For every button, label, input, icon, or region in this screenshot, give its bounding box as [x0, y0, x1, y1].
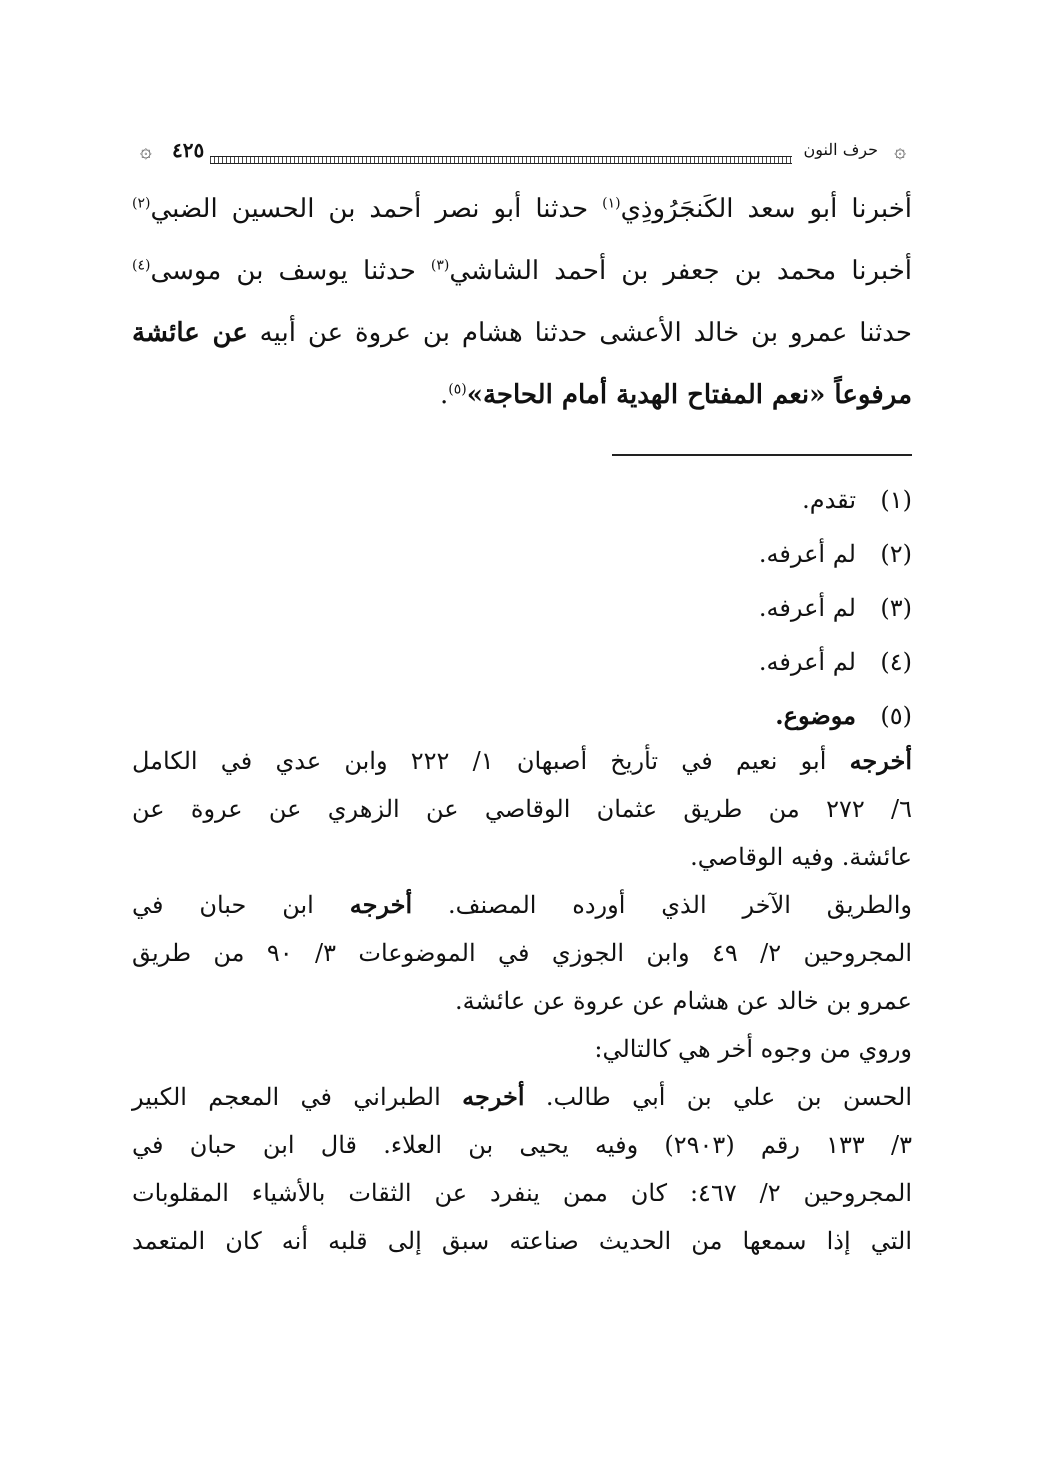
text-run: والطريق الآخر الذي أورده المصنف.	[412, 891, 912, 919]
footnote-text: لم أعرفه.	[758, 594, 856, 622]
ornament-icon: ۞	[140, 138, 152, 162]
detail-line: عائشة. وفيه الوقاصي.	[690, 843, 912, 871]
text-run: ابن حبان في	[132, 891, 350, 919]
footnote-separator	[612, 454, 912, 456]
footnote	[132, 527, 912, 581]
detail-line	[132, 881, 912, 929]
detail-line: المجروحين ٢/ ٤٦٧: كان ممن ينفرد عن الثقات بالأشياء المقلوبات	[132, 1179, 913, 1207]
footnote-ref: (٤)	[132, 257, 151, 274]
footnote-text: موضوع.	[775, 701, 856, 730]
text-line	[132, 364, 912, 426]
detail-line: عمرو بن خالد عن هشام عن عروة عن عائشة.	[454, 987, 912, 1015]
text-run: حدثنا يوسف بن موسى	[150, 256, 431, 286]
ornament-icon: ۞	[894, 138, 906, 162]
text-run: الحسن بن علي بن أبي طالب.	[524, 1083, 913, 1111]
text-run: أبو نعيم في تأريخ أصبهان ١/ ٢٢٢ وابن عدي في الكامل	[132, 747, 850, 775]
detail-line: ٣/ ١٣٣ رقم (٢٩٠٣) وفيه يحيى بن العلاء. قال ابن حبان في	[132, 1131, 913, 1159]
text-run: أخبرنا محمد بن جعفر بن أحمد الشاشي	[449, 256, 913, 286]
footnotes	[132, 473, 912, 743]
header-rule	[210, 156, 792, 164]
footnote-number: (٤)	[880, 648, 912, 676]
text-run: .	[439, 380, 449, 410]
footnote	[132, 635, 912, 689]
running-header	[132, 138, 912, 172]
footnote-ref: (٢)	[132, 195, 151, 212]
footnote-text: لم أعرفه.	[758, 540, 856, 568]
hadith-text: مرفوعاً «نعم المفتاح الهدية أمام الحاجة»	[466, 380, 912, 410]
footnote	[132, 689, 912, 743]
footnote-number: (٢)	[880, 540, 912, 568]
footnote-number: (٥)	[880, 702, 912, 730]
detail-line: ٦/ ٢٧٢ من طريق عثمان الوقاصي عن الزهري عن عروة عن	[132, 795, 912, 823]
detail-line: وروي من وجوه أخر هي كالتالي:	[594, 1035, 912, 1063]
text-run-bold: أخرجه	[849, 746, 913, 775]
footnote-detail	[132, 737, 912, 1265]
footnote	[132, 581, 912, 635]
text-run: حدثنا عمرو بن خالد الأعشى حدثنا هشام بن عروة عن أبيه	[247, 318, 912, 348]
footnote-number: (٣)	[880, 594, 912, 622]
text-run: الطبراني في المعجم الكبير	[132, 1083, 463, 1111]
text-run-bold: عن عائشة	[132, 318, 248, 348]
chapter-title: حرف النون	[803, 140, 878, 159]
text-line	[132, 178, 912, 240]
detail-line	[132, 1073, 912, 1121]
detail-line	[132, 737, 912, 785]
text-line	[132, 302, 912, 364]
text-run: أخبرنا أبو سعد الكَنجَرُوذِي	[620, 194, 912, 224]
footnote-ref: (٣)	[430, 257, 450, 274]
text-run-bold: أخرجه	[462, 1082, 525, 1111]
footnote-ref: (١)	[602, 195, 621, 212]
text-run-bold: أخرجه	[349, 890, 413, 919]
footnote-ref: (٥)	[448, 381, 467, 398]
footnote-text: تقدم.	[802, 486, 856, 514]
detail-line: التي إذا سمعها من الحديث صناعته سبق إلى قلبه أنه كان المتعمد	[132, 1227, 912, 1255]
detail-line: المجروحين ٢/ ٤٩ وابن الجوزي في الموضوعات ٣/ ٩٠ من طريق	[132, 939, 913, 967]
page-number: ٤٢٥	[172, 138, 205, 162]
footnote-text: لم أعرفه.	[758, 648, 856, 676]
text-line	[132, 240, 912, 302]
text-run: حدثنا أبو نصر أحمد بن الحسين الضبي	[150, 194, 603, 224]
footnote-number: (١)	[880, 486, 912, 514]
footnote	[132, 473, 912, 527]
main-text	[132, 178, 912, 426]
